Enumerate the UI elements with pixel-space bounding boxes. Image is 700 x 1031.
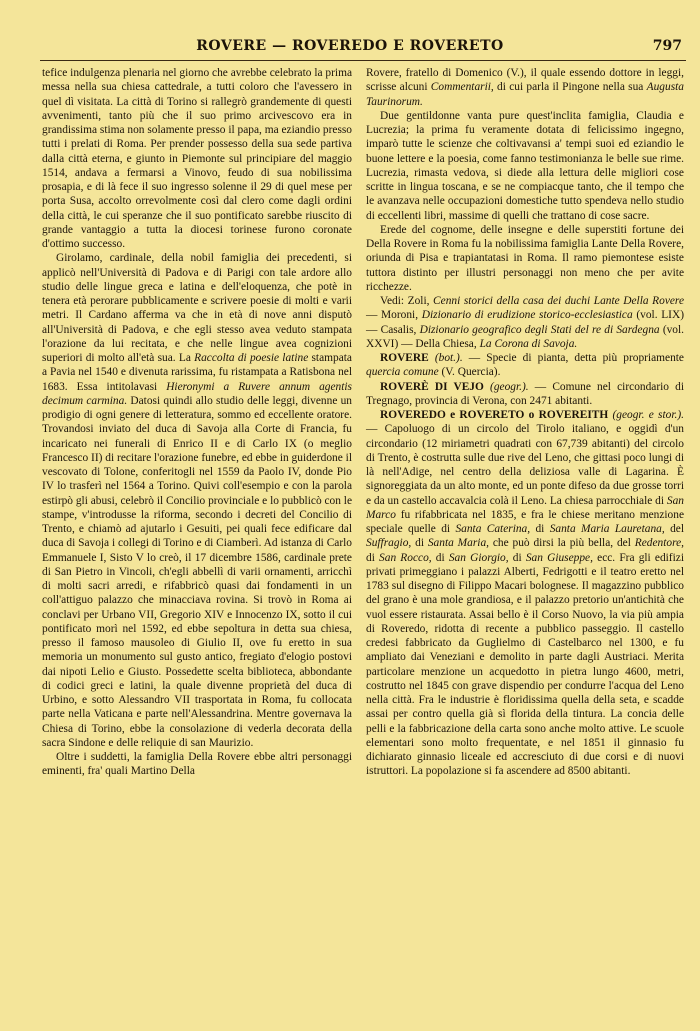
dictionary-entry: ROVERE (bot.). — Specie di pianta, detta più propriamente quercia comune (V. Quercia). (366, 352, 684, 379)
paragraph: Due gentildonne vanta pure quest'inclita famiglia, Claudia e Lucrezia; la prima fu veramente dotata di felicissimo ingegno, imparò tutte le scienze che coltivavansi a' tempi suoi ed eziandio le buone lettere e la poesia, come fanno testimonianza le belle sue rime. Lucrezia, rimasta vedova, si diede alla lettura delle migliori cose scritte in lingua toscana, e se ne compiacque tanto, che il tempo che le avanzava nelle occupazioni domestiche tutto spendeva nello studio di eccellenti libri, massime di quelli che trattano di cose sacre. (366, 109, 684, 222)
book-title: Augusta Taurinorum. (366, 81, 684, 108)
book-title: Raccolta di poesie latine (194, 352, 309, 364)
left-column (42, 66, 352, 779)
paragraph: Girolamo, cardinale, della nobil famiglia dei precedenti, si applicò nell'Università di Padova e di Parigi con tale ardore allo studio delle lingue greca e latina e dell'eloquenza, che potè in tenera età perorare pubblicamente e scrivere poesie di molti e varii metri. Il Cardano afferma va che in età di nove anni disputò all'Università di Padova, e che egli stesso avea veduto stampata l'orazione da lui recitata, e che nelle lingue avea cognizioni superiori di molto all'età sua. La Raccolta di poesie latine stampata a Pavia nel 1540 e divenuta rarissima, fu ristampata a Ratisbona nel 1683. Essa intitolavasi Hieronymi a Ruvere annum agentis decimum carmina. Datosi quindi allo studio delle leggi, divenne un prodigio di ogni genere di letteratura, sommo ed eccellente oratore. Trovandosi inviato del duca di Savoja alla Corte di Francia, fu incaricato nei funerali di Enrico II e di Carlo IX (o meglio Francesco II) di recitare l'orazione funebre, ed ebbe in guiderdone il vescovato di Tolone, conferitogli nel 1559 da Paolo IV, donde Pio IV lo trasferì nel 1564 a Torino. Quivi coll'esempio e con la parola estirpò gli abusi, celebrò il Concilio provinciale e lo pubblicò con le stampe, v'introdusse la riforma, secondo i decreti del Concilio di Trento, e chiamò ad ajutarlo i Gesuiti, pei quali fece edificare dal duca di Savoja i collegi di Torino e di Ciamberì. Ad istanza di Carlo Emmanuele I, Sisto V lo creò, il 17 dicembre 1586, cardinale prete di San Pietro in Vincoli, ch'egli abbellì di varii ornamenti, arricchì di molti sacri arredi, e rifabbricò quasi dai fondamenti in un coll'attiguo palazzo che minacciava rovina. Si trovò in Roma ai conclavi per Urbano VII, Gregorio XIV e Innocenzo IX, sotto il cui pontificato morì nel 1592, ed ebbe sepoltura in detta sua chiesa, presso il famoso mausoleo di Giulio II, ove fu eretto in sua memoria un monumento sul gusto antico, fregiato d'elogio postovi dai nipoti Lelio e Giusto. Possedette scelta biblioteca, abbondante di codici greci e latini, la quale divenne proprietà del duca di Urbino, e sotto Alessandro VII trasportata in Roma, fu collocata parte nella Vaticana e parte nell'Alessandrina. Mentre governava la Chiesa di Torino, ebbe la consolazione di vederla decorata della sacra Sindone e delle reliquie di san Maurizio. (42, 252, 352, 749)
header-rule (40, 60, 686, 61)
book-title: Commentarii, (430, 81, 494, 94)
paragraph: Rovere, fratello di Domenico (V.), il quale essendo dottore in leggi, scrisse alcuni Commentarii, di cui parla il Pingone nella sua Augusta Taurinorum. (366, 67, 684, 108)
paragraph: Erede del cognome, delle insegne e delle superstiti fortune dei Della Rovere in Roma fu la nobilissima famiglia Lante Della Rovere, oriunda di Pisa e trapiantatasi in Roma. Il ramo piemontese esiste tuttora distinto per illustri personaggi non meno che per avite ricchezze. (366, 223, 684, 293)
entry-headword: ROVERÈ DI VEJO (380, 380, 484, 393)
page-number: 797 (652, 38, 682, 54)
entry-headword: ROVEREDO e ROVERETO o ROVEREITH (380, 409, 609, 421)
right-column (366, 66, 684, 779)
dictionary-entry: ROVEREDO e ROVERETO o ROVEREITH (geogr. e stor.). — Capoluogo di un circolo del Tirolo italiano, e oggidì d'un circondario (12 miriametri quadrati con 67,739 abitanti) del circolo di Trento, è costrutta sulle due rive del Leno, che gittasi poco lungi di là nell'Adige, nel centro della deliziosa valle di Lagarina. È signoreggiata da un alto monte, ed un ponte difeso da due grosse torri e da un castello accavalcia colà il Leno. La chiesa parrocchiale di San Marco fu rifabbricata nel 1835, e fra le chiese meritano menzione speciale quelle di Santa Caterina, di Santa Maria Lauretana, del Suffragio, di Santa Maria, che può dirsi la più bella, del Redentore, di San Rocco, di San Giorgio, di San Giuseppe, ecc. Fra gli edifizi privati primeggiano i palazzi Alberti, Fedrigotti e il teatro eretto nel 1783 sul disegno di Filippo Macari bolognese. Il magazzino pubblico del grano è una mole grandiosa, e il palazzo pretorio un'antichità che vuol essere ristaurata. Assai bello è il Corso Nuovo, la via più ampia di Roveredo, ridotta di recente a pubblico passeggio. Il castello credesi fabbricato da Guglielmo di Castelbarco nel 1300, e fu ampliato dai Veneziani e demolito in parte dagli Austriaci. Merita particolare menzione un acquedotto in pietra lungo 4600, metri, costrutto nel 1845 con grave dispendio per condurre l'acqua del Leno nella città. Fra le industrie è floridissima quella della seta, e scadde assai per contro quella già sì florida della tintura. La concia delle pelli e la fabbricazione della carta sono anche molto attive. Le scuole elementari sono molto frequentate, e nel 1851 il ginnasio fu dichiarato ginnasio liceale ed accresciuto di due corsi e di nuovi istruttori. La popolazione si fa ascendere ad 8500 abitanti. (366, 409, 684, 778)
running-title: ROVERE — ROVEREDO E ROVERETO (196, 38, 504, 54)
references: Vedi: Zoli, Cenni storici della casa dei duchi Lante Della Rovere — Moroni, Dizionario di erudizione storico-ecclesiastica (vol. LIX) — Casalis, Dizionario geografico degli Stati del re di Sardegna (vol. XXVI) — Della Chiesa, La Corona di Savoja. (366, 295, 685, 350)
page-header (0, 38, 700, 60)
paragraph: Oltre i suddetti, la famiglia Della Rovere ebbe altri personaggi eminenti, fra' quali Martino Della (42, 751, 352, 778)
paragraph: tefice indulgenza plenaria nel giorno che avrebbe celebrato la prima messa nella sua chiesa cattedrale, a tutti coloro che l'avessero in quel dì visitata. La città di Torino si rallegrò grandemente di questi avvenimenti, tanto più che il suo primo arcivescovo era in grandissima stima non solamente presso il papa, ma eziandio presso tutti i prelati di Roma. Per prender possesso della sua sede partiva dalla città eterna, e giunto in Piemonte sul principiare del maggio 1514, andava a fermarsi a Vinovo, feudo di sua nobilissima prosapia, e di là fece il suo ingresso solenne il 29 di quel mese per porta Susa, accolto orrevolmente così dal clero come dagli ordini della città, le cui speranze che il suo pontificato sarebbe riuscito di grande vantaggio a tutta la diocesi torinese furono coronate d'ottimo successo. (42, 67, 353, 250)
book-title: Hieronymi a Ruvere annum agentis decimum carmina. (42, 380, 352, 407)
dictionary-entry: ROVERÈ DI VEJO (geogr.). — Comune nel circondario di Tregnago, provincia di Verona, con 2471 abitanti. (366, 380, 684, 407)
entry-headword: ROVERE (380, 352, 429, 364)
